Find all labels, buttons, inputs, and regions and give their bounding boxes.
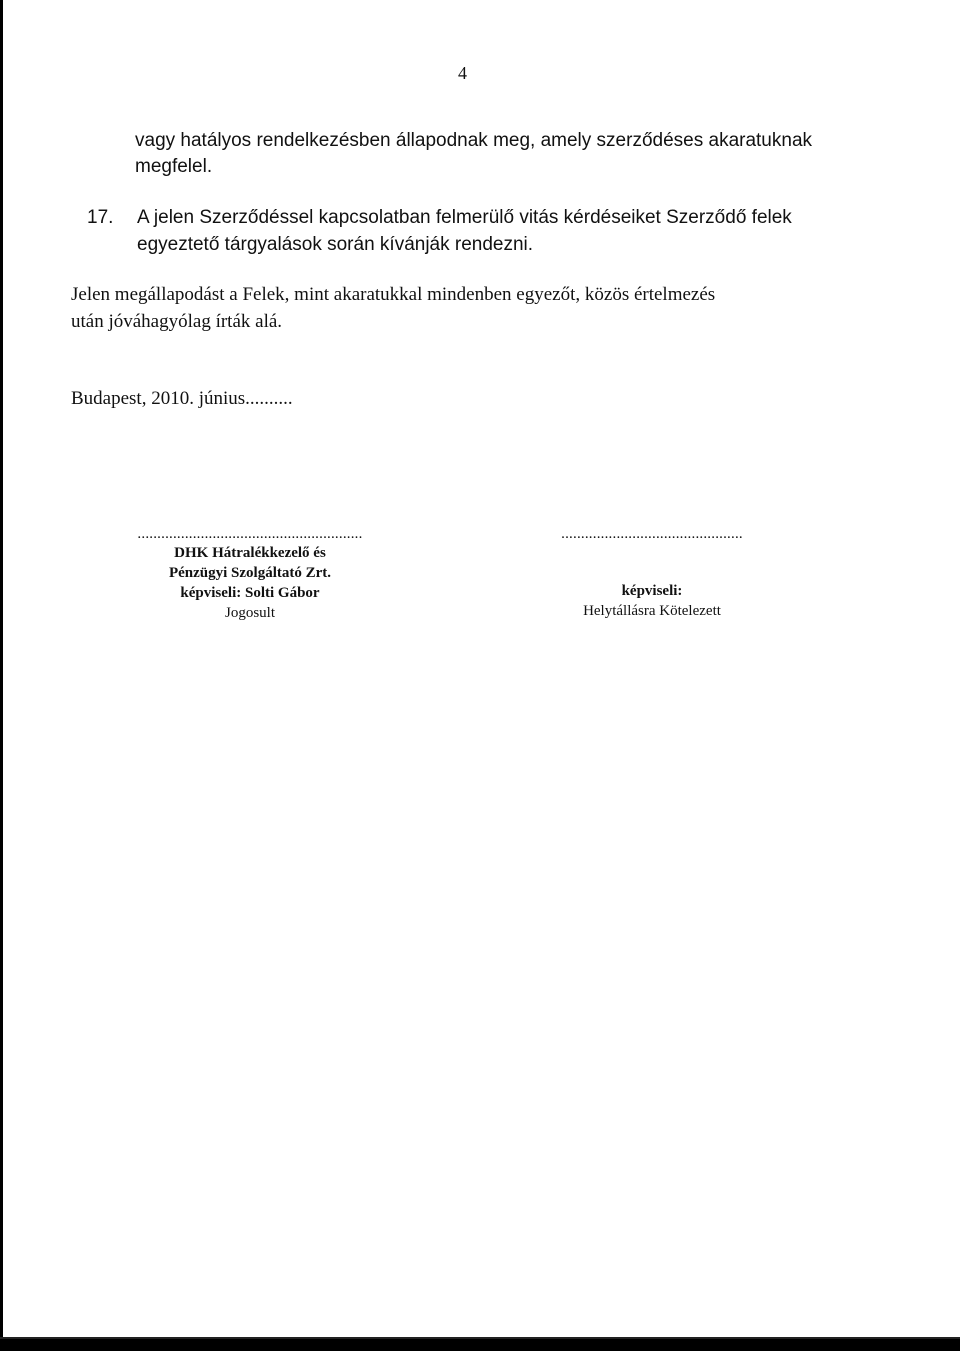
continuation-line-1: vagy hatályos rendelkezésben állapodnak meg, amely szerződéses akaratuknak xyxy=(135,130,813,151)
page-number: 4 xyxy=(458,63,467,83)
signature-left-line-2: Pénzügyi Szolgáltató Zrt. xyxy=(168,565,332,581)
signature-right-line-1: képviseli: xyxy=(621,583,683,599)
signature-left-line-1: DHK Hátralékkezelő és xyxy=(174,545,326,561)
scan-border-bottom xyxy=(0,1339,960,1351)
signature-block-right xyxy=(510,527,794,621)
signature-right-spacer-2 xyxy=(510,561,794,581)
closing-line-1: Jelen megállapodást a Felek, mint akaratukkal mindenben egyezőt, közös értelmezés xyxy=(71,284,716,305)
signature-right-spacer xyxy=(510,541,794,561)
signature-block-left xyxy=(112,527,388,623)
item-17-line-1: A jelen Szerződéssel kapcsolatban felmerülő vitás kérdéseiket Szerződő felek xyxy=(137,207,792,228)
signature-right-line-2: Helytállásra Kötelezett xyxy=(583,603,721,619)
closing-line-2: után jóváhagyólag írták alá. xyxy=(71,311,283,332)
signature-left-line-3: képviseli: Solti Gábor xyxy=(180,585,320,601)
signature-left-line-4: Jogosult xyxy=(224,605,275,621)
item-17-line-2: egyeztető tárgyalások során kívánják rendezni. xyxy=(137,234,534,255)
signature-dots-left: ......................................................... xyxy=(137,526,363,542)
date-line: Budapest, 2010. június.......... xyxy=(71,388,293,409)
item-17-number: 17. xyxy=(87,207,114,228)
scan-border-left xyxy=(0,0,3,1351)
signature-dots-right: .............................................. xyxy=(561,526,743,542)
continuation-line-2: megfelel. xyxy=(135,156,213,177)
